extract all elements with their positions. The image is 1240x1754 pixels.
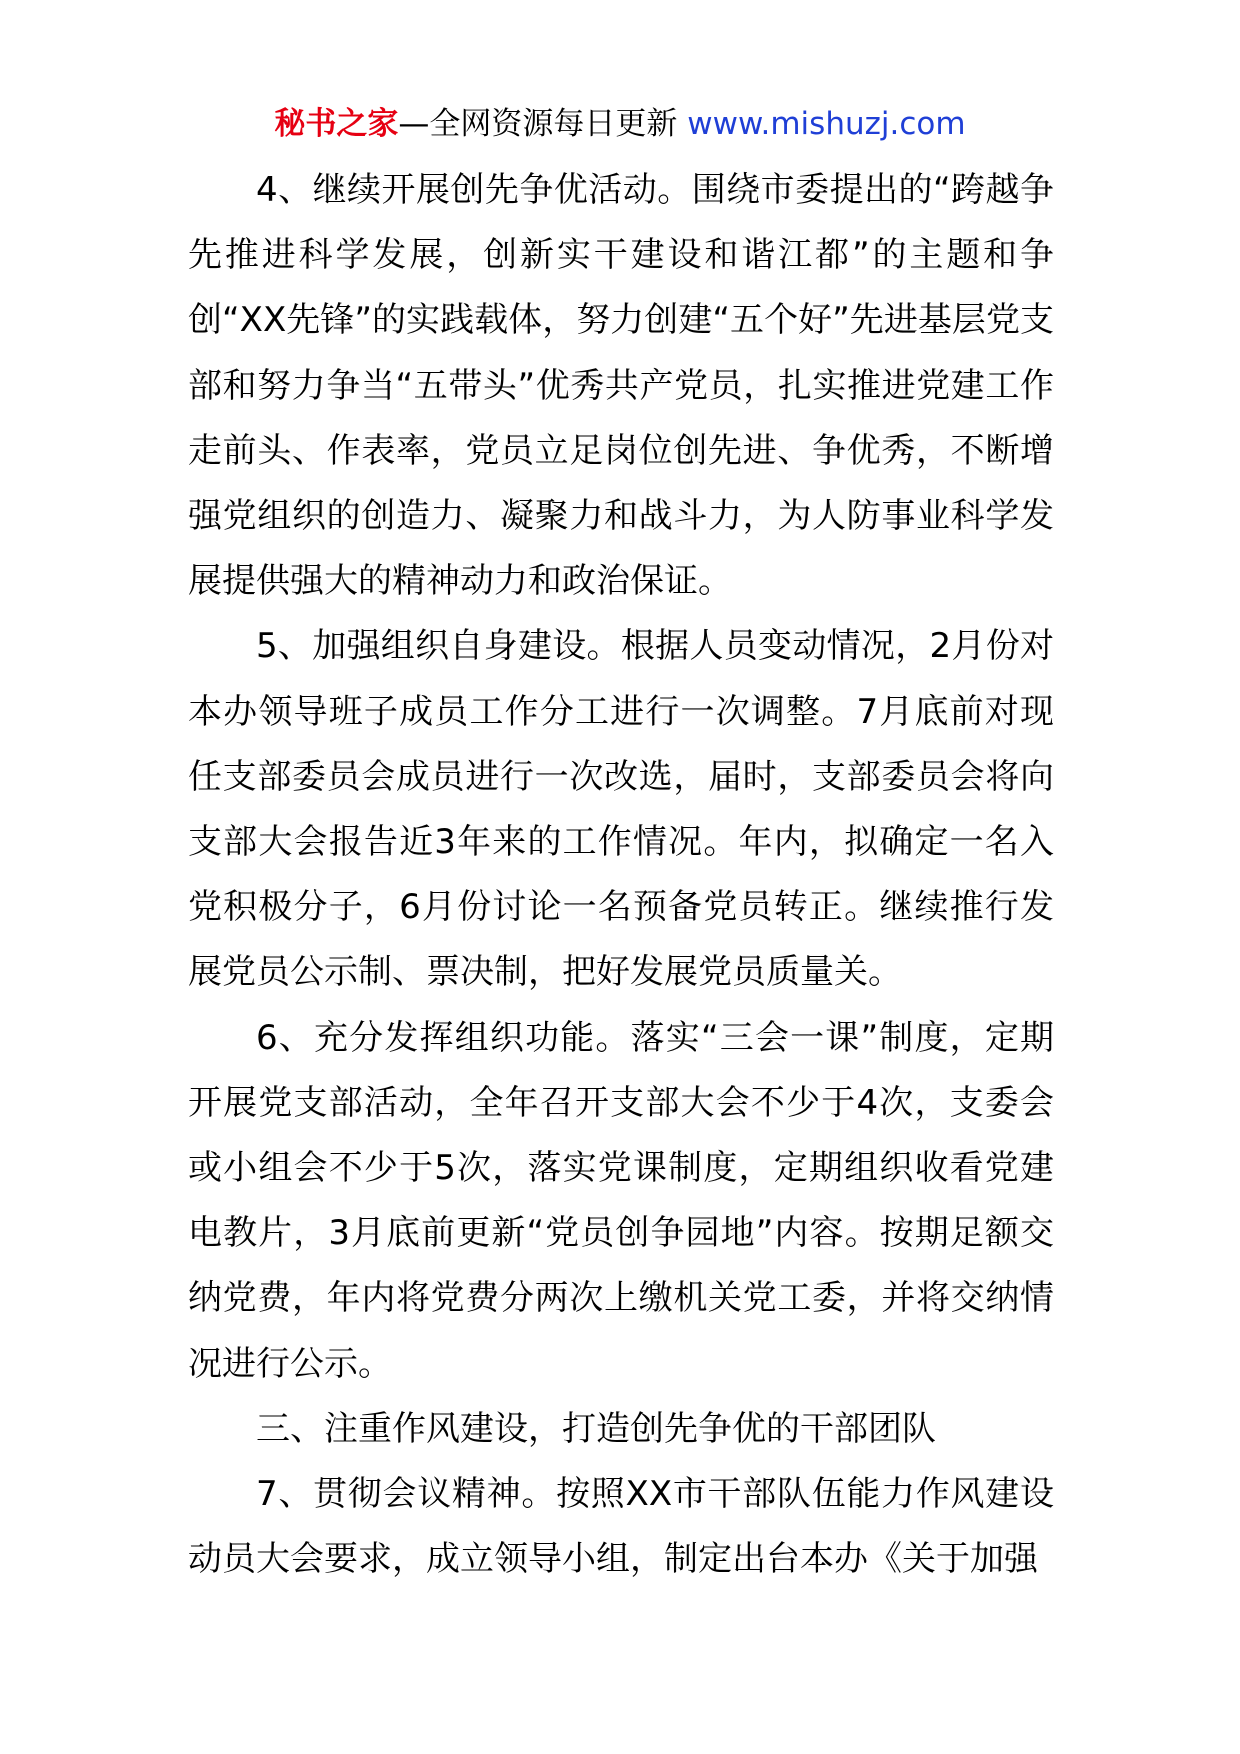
paragraph-item-5: 5、加强组织自身建设。根据人员变动情况，2月份对本办领导班子成员工作分工进行一次调整。7月底前对现任支部委员会成员进行一次改选，届时，支部委员会将向支部大会报告近3年来的工作情况。年内，拟确定一名入党积极分子，6月份讨论一名预备党员转正。继续推行发展党员公示制、票决制，把好发展党员质量关。 bbox=[188, 626, 1054, 993]
paragraph-item-6: 6、充分发挥组织功能。落实“三会一课”制度，定期开展党支部活动，全年召开支部大会不少于4次，支委会或小组会不少于5次，落实党课制度，定期组织收看党建电教片，3月底前更新“党员创争园地”内容。按期足额交纳党费，年内将党费分两次上缴机关党工委，并将交纳情况进行公示。 bbox=[188, 1017, 1054, 1384]
paragraph-item-7: 7、贯彻会议精神。按照XX市干部队伍能力作风建设动员大会要求，成立领导小组，制定出台本办《关于加强 bbox=[188, 1474, 1054, 1580]
page-header bbox=[0, 100, 1240, 148]
site-url-link[interactable]: www.mishuzj.com bbox=[687, 106, 966, 142]
paragraph-item-4: 4、继续开展创先争优活动。围绕市委提出的“跨越争先推进科学发展，创新实干建设和谐江都”的主题和争创“XX先锋”的实践载体，努力创建“五个好”先进基层党支部和努力争当“五带头”优秀共产党员，扎实推进党建工作走前头、作表率，党员立足岗位创先进、争优秀，不断增强党组织的创造力、凝聚力和战斗力，为人防事业科学发展提供强大的精神动力和政治保证。 bbox=[188, 170, 1054, 602]
document-body bbox=[188, 158, 1054, 1592]
header-tagline: —全网资源每日更新 bbox=[398, 106, 678, 142]
section-heading: 三、注重作风建设，打造创先争优的干部团队 bbox=[256, 1408, 936, 1449]
brand-name: 秘书之家 bbox=[274, 106, 399, 142]
